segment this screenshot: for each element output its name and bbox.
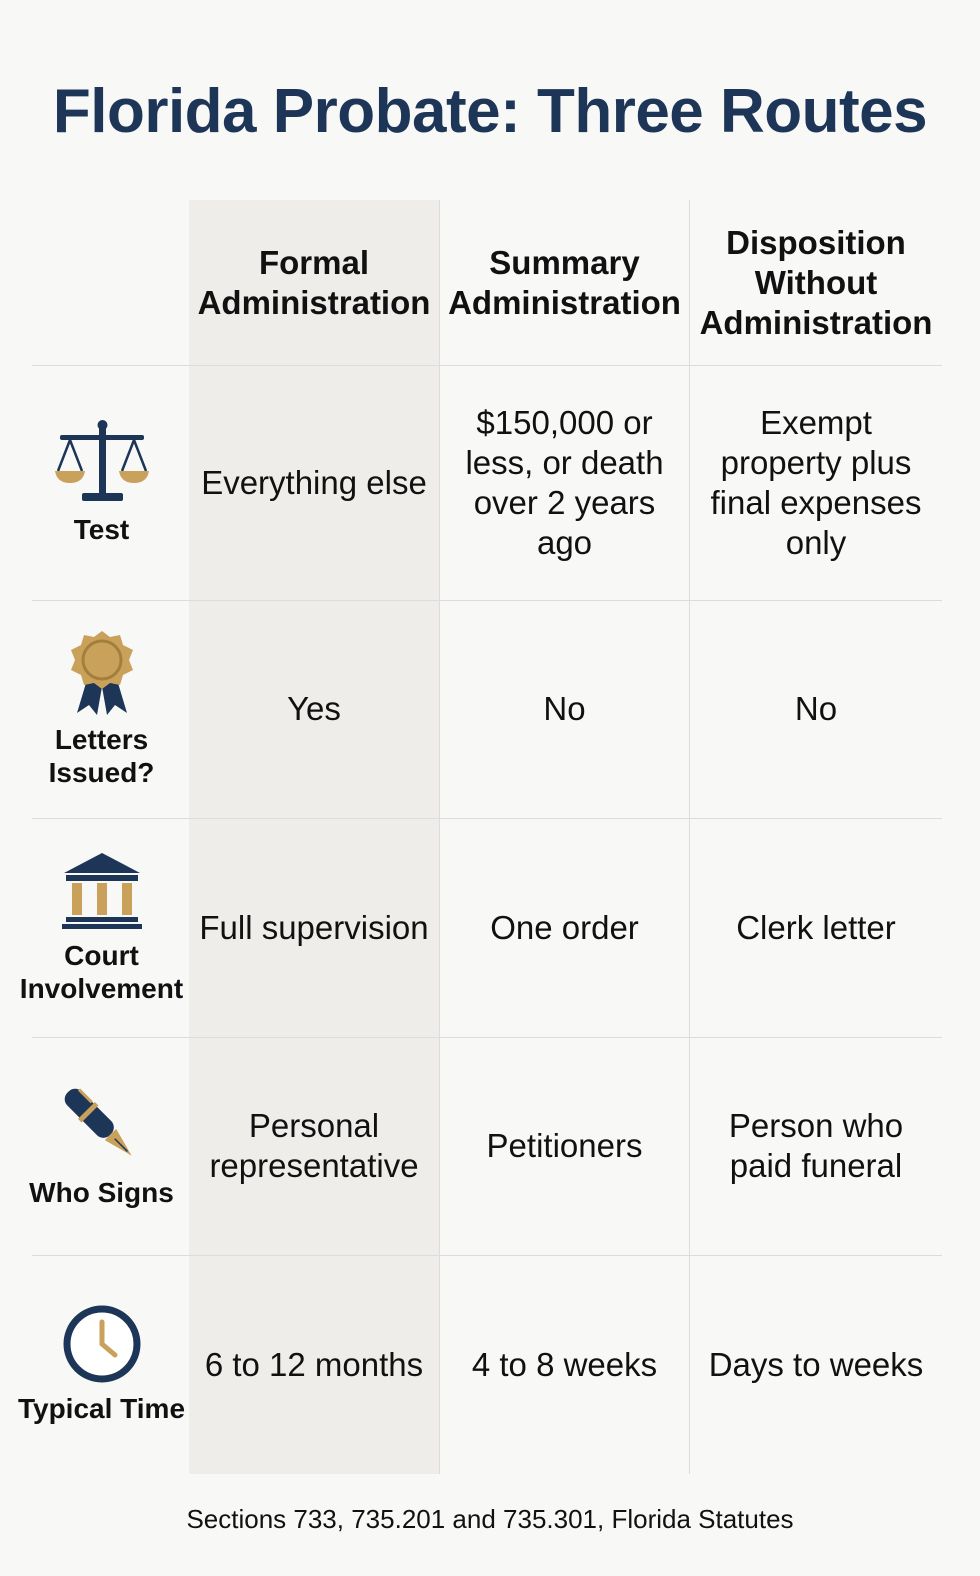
row-header-signs <box>14 1037 189 1255</box>
footer-citation: Sections 733, 735.201 and 735.301, Florida Statutes <box>186 1504 794 1534</box>
row-label: Letters Issued? <box>48 724 155 788</box>
cell-formal-court: Full supervision <box>199 908 429 946</box>
cell-summary-time: 4 to 8 weeks <box>471 1345 658 1383</box>
row-label: Test <box>73 514 130 545</box>
cell-disposition-court: Clerk letter <box>736 908 896 946</box>
row-label: Court Involvement <box>19 939 184 1004</box>
column-header-formal: Formal Administration <box>197 243 431 321</box>
row-label: Who Signs <box>29 1176 174 1208</box>
row-header-time <box>14 1255 189 1474</box>
page-title: Florida Probate: Three Routes <box>52 77 928 146</box>
cell-formal-time: 6 to 12 months <box>204 1345 424 1383</box>
column-header-disposition: Disposition Without Administration <box>699 223 933 341</box>
cell-summary-court: One order <box>490 908 639 946</box>
cell-formal-test: Everything else <box>201 463 427 501</box>
cell-summary-signs: Petitioners <box>486 1127 643 1164</box>
column-header-summary: Summary Administration <box>448 243 681 321</box>
row-label: Typical Time <box>17 1393 186 1424</box>
award-ribbon-icon <box>67 629 137 715</box>
row-header-court <box>14 818 189 1037</box>
cell-summary-test: $150,000 or less, or death over 2 years ago <box>465 403 664 561</box>
scales-of-justice-icon <box>54 419 150 505</box>
cell-summary-letters: No <box>543 690 586 727</box>
cell-formal-letters: Yes <box>287 690 341 727</box>
cell-disposition-letters: No <box>794 690 838 727</box>
cell-disposition-time: Days to weeks <box>708 1345 924 1383</box>
cell-formal-signs: Personal representative <box>209 1107 419 1184</box>
clock-icon <box>62 1304 142 1384</box>
fountain-pen-icon <box>59 1084 145 1168</box>
row-header-test <box>14 365 189 600</box>
courthouse-icon <box>62 851 142 931</box>
row-header-letters <box>14 600 189 818</box>
cell-disposition-signs: Person who paid funeral <box>728 1107 904 1184</box>
cell-disposition-test: Exempt property plus final expenses only <box>710 403 922 561</box>
